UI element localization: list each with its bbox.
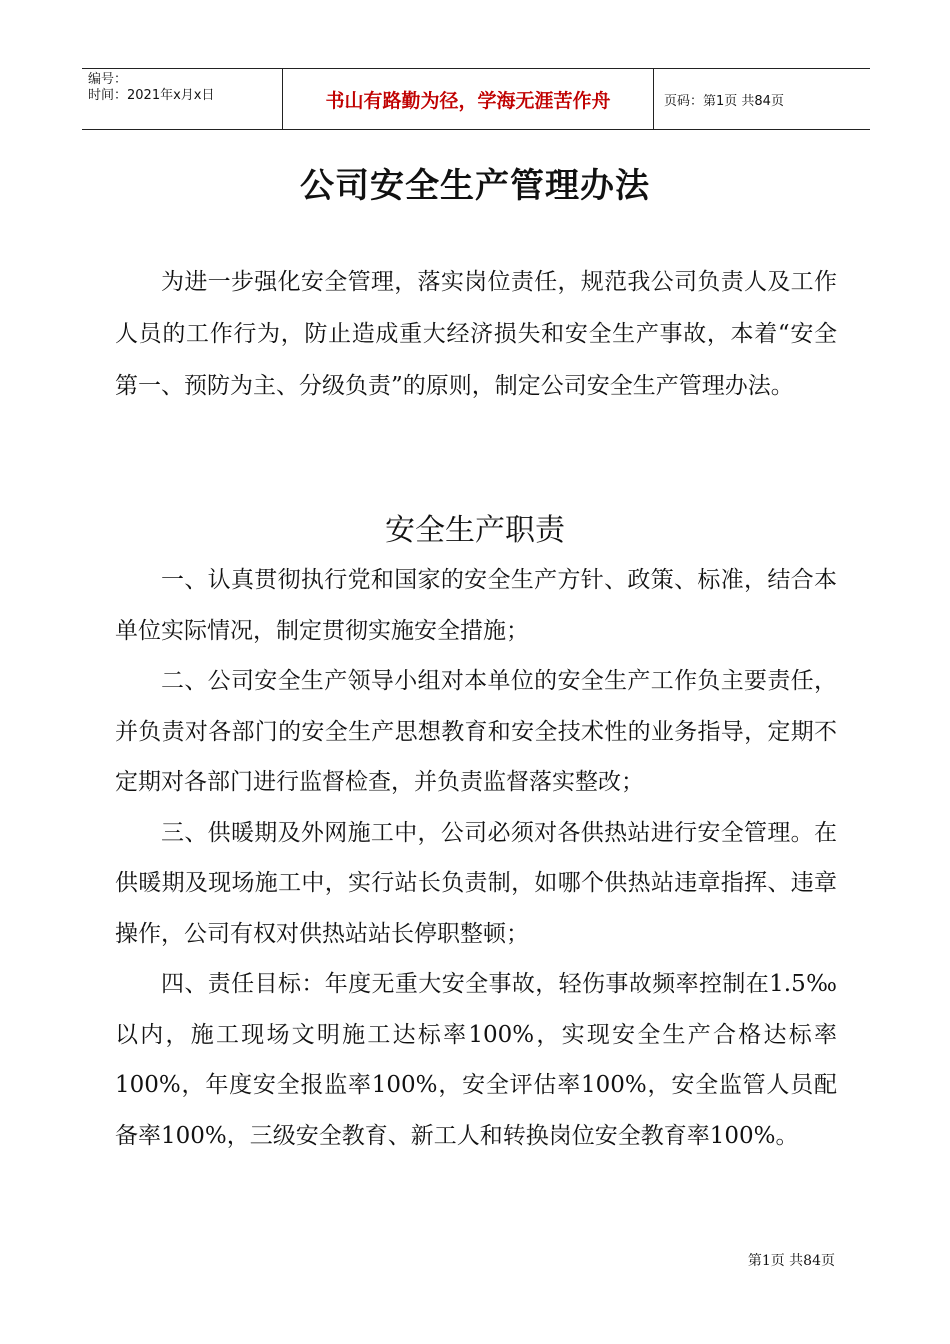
page-footer: 第1页 共84页 bbox=[747, 1253, 835, 1269]
document-title: 公司安全生产管理办法 bbox=[300, 166, 650, 206]
list-item: 二、公司安全生产领导小组对本单位的安全生产工作负主要责任，并负责对各部门的安全生产思想教育和安全技术性的业务指导，定期不定期对各部门进行监督检查，并负责监督落实整改； bbox=[115, 668, 837, 795]
responsibility-list bbox=[115, 555, 837, 1161]
page-header bbox=[82, 68, 870, 130]
header-page-info: 页码：第1页 共84页 bbox=[664, 93, 784, 109]
header-meta bbox=[82, 69, 282, 129]
section-title: 安全生产职责 bbox=[385, 513, 565, 548]
list-item: 一、认真贯彻执行党和国家的安全生产方针、政策、标准，结合本单位实际情况，制定贯彻实施安全措施； bbox=[115, 567, 837, 644]
doc-date-label: 时间：2021年x月x日 bbox=[88, 88, 215, 103]
doc-number-label: 编号： bbox=[88, 72, 128, 87]
list-item: 四、责任目标：年度无重大安全事故，轻伤事故频率控制在1.5‰以内，施工现场文明施工达标率100%，实现安全生产合格达标率100%，年度安全报监率100%，安全评估率100%，安全监管人员配备率100%，三级安全教育、新工人和转换岗位安全教育率100%。 bbox=[115, 971, 837, 1149]
header-motto: 书山有路勤为径，学海无涯苦作舟 bbox=[282, 69, 654, 129]
intro-paragraph: 为进一步强化安全管理，落实岗位责任，规范我公司负责人及工作人员的工作行为，防止造成重大经济损失和安全生产事故，本着“安全第一、预防为主、分级负责”的原则，制定公司安全生产管理办法。 bbox=[115, 269, 837, 399]
list-item: 三、供暖期及外网施工中，公司必须对各供热站进行安全管理。在供暖期及现场施工中，实行站长负责制，如哪个供热站违章指挥、违章操作，公司有权对供热站站长停职整顿； bbox=[115, 819, 837, 947]
